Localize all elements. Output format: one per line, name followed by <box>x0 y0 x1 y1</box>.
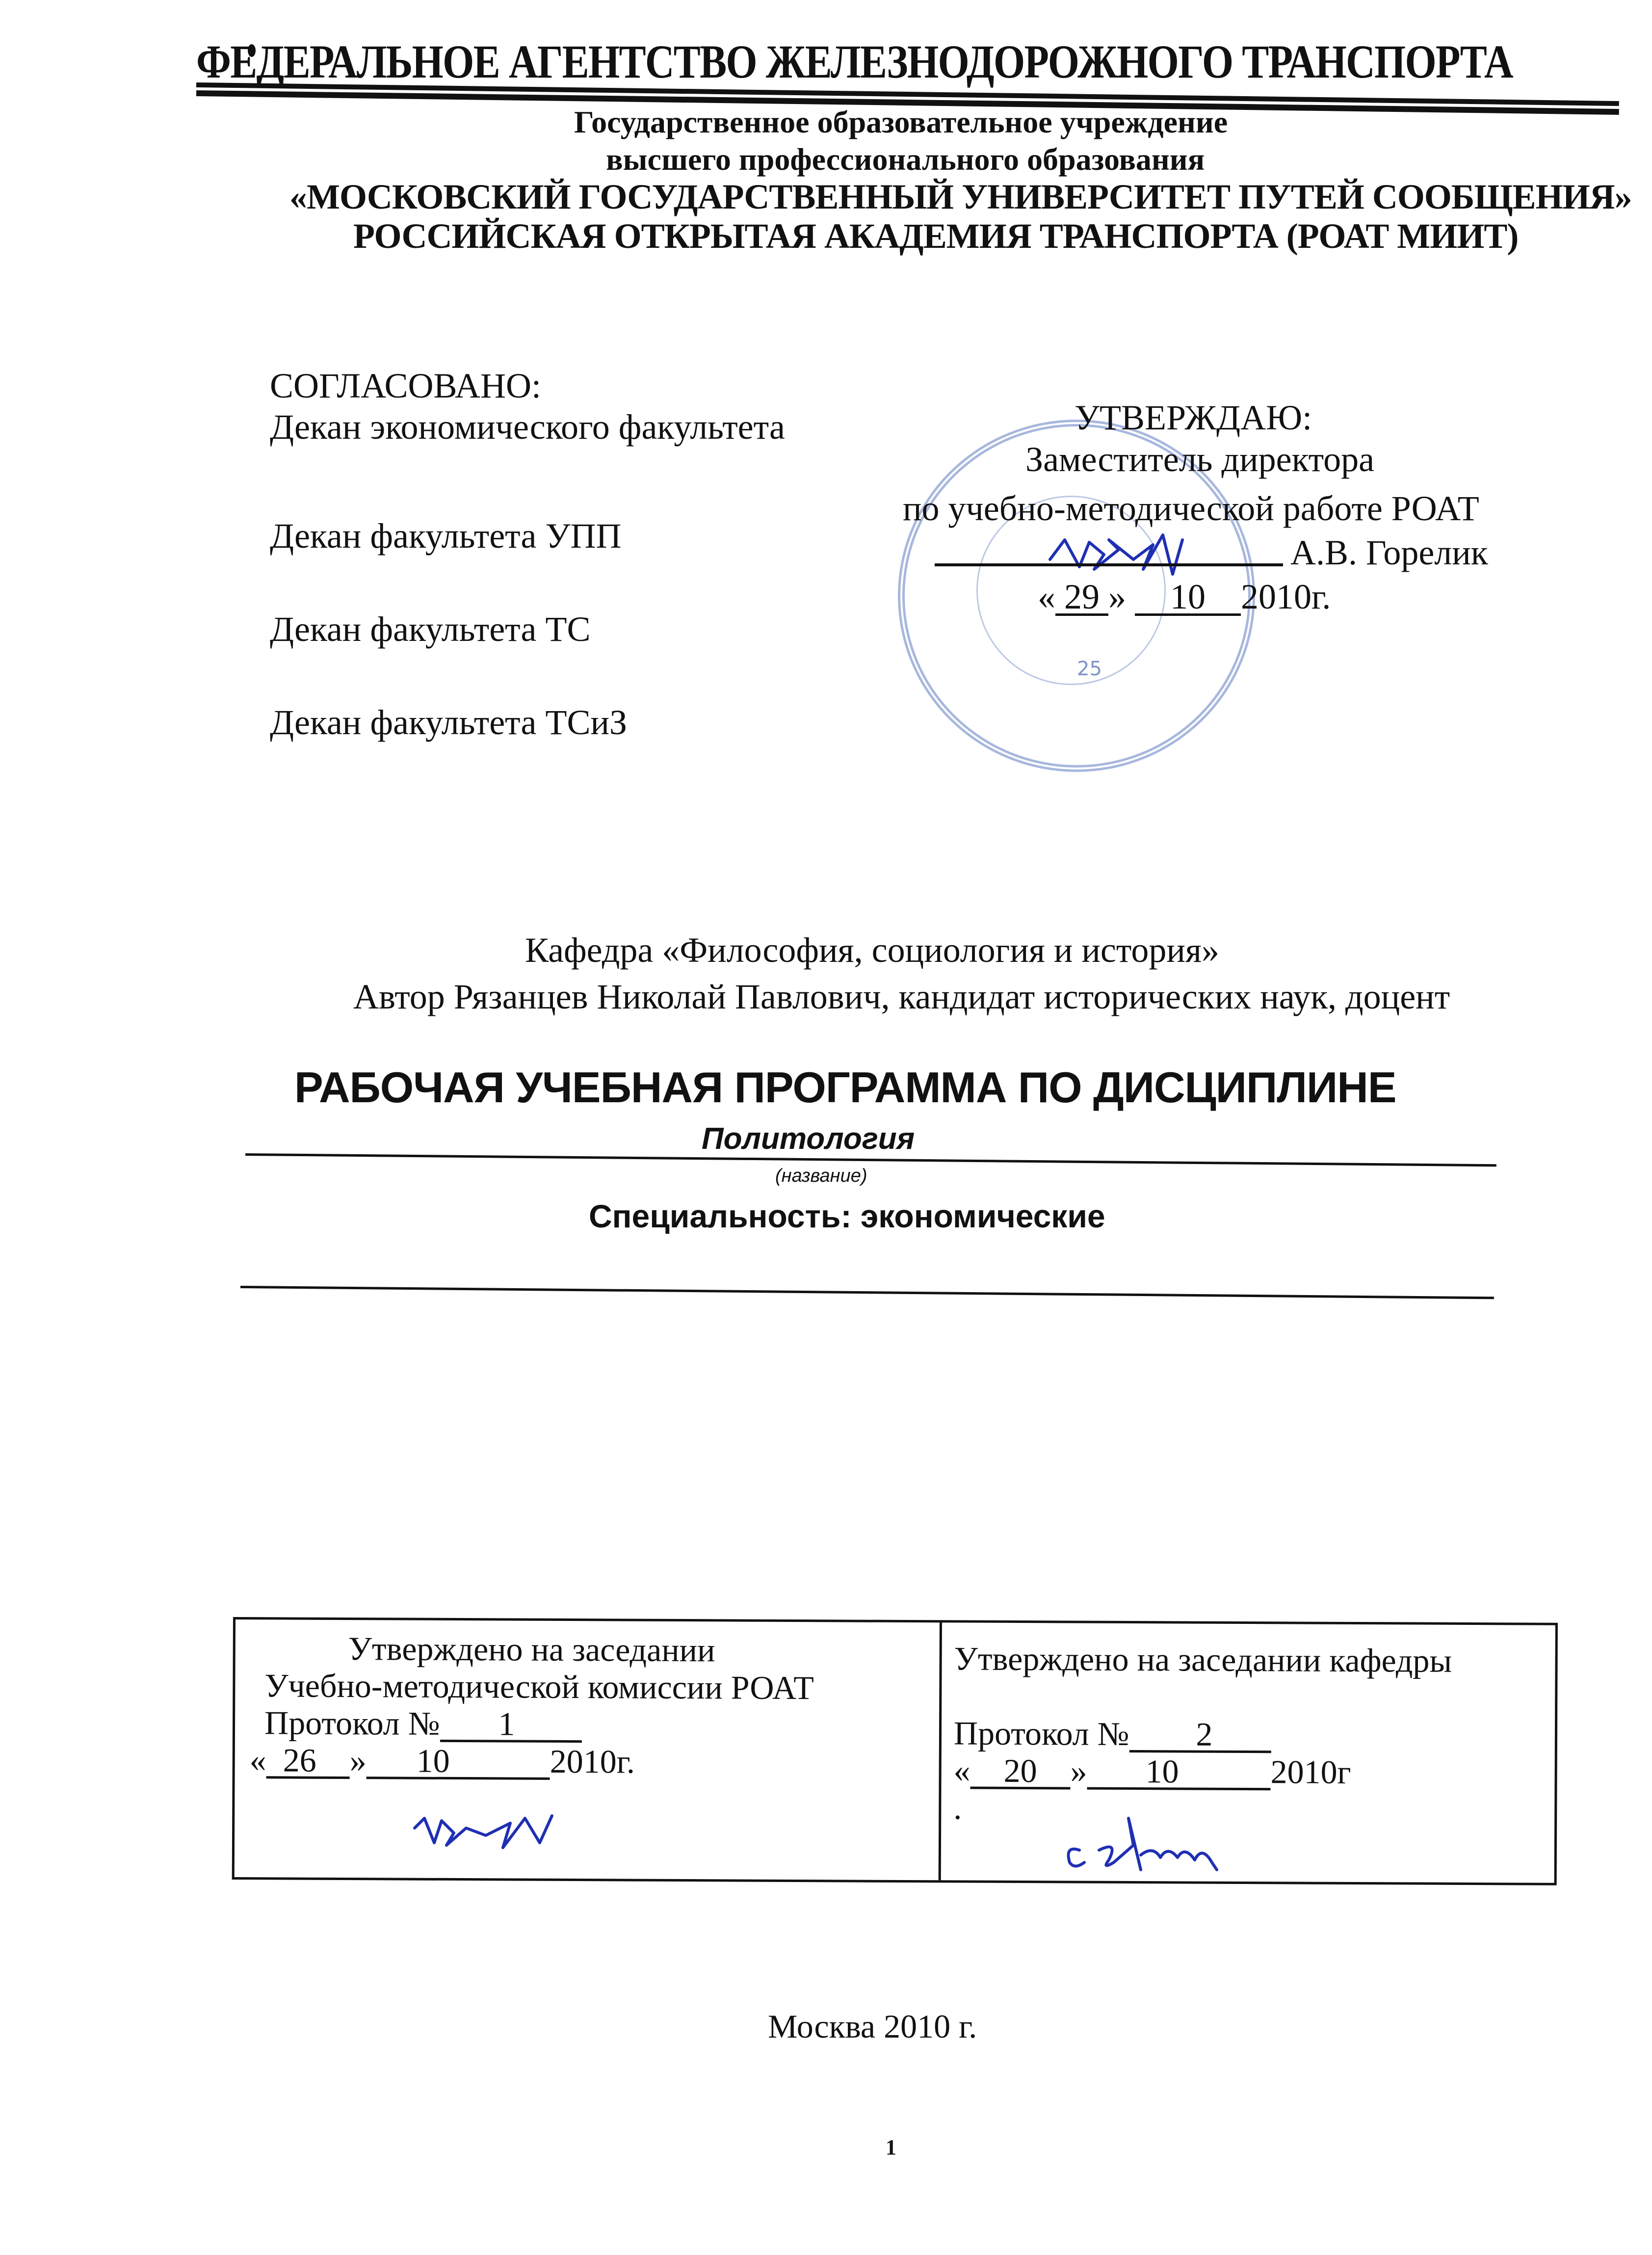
agreed-item: Декан экономического факультета <box>270 407 785 447</box>
agreed-item: Декан факультета ТСиЗ <box>270 703 628 742</box>
department-approval-cell <box>953 1640 1548 1829</box>
date-year: 2010г. <box>1241 577 1331 616</box>
commission-date-month: 10 <box>416 1742 450 1779</box>
department-protocol-number: 2 <box>1196 1715 1213 1753</box>
city-year: Москва 2010 г. <box>768 2008 977 2045</box>
department-date-month: 10 <box>1145 1752 1179 1790</box>
date-open-quote: « <box>1038 577 1055 616</box>
commission-line1: Утверждено на заседании <box>348 1630 715 1669</box>
institution-type: Государственное образовательное учреждение <box>574 105 1228 139</box>
approver-signature-icon <box>1045 520 1202 584</box>
commission-date-year: 2010г. <box>550 1742 635 1780</box>
institution-level: высшего профессионального образования <box>606 142 1205 177</box>
stamp-number: 25 <box>1077 658 1102 680</box>
date-close-quote: » <box>1108 577 1126 616</box>
commission-date: « 26 » 10 2010г. <box>249 1741 635 1780</box>
agreed-title: СОГЛАСОВАНО: <box>270 366 541 405</box>
approval-date <box>1038 577 1331 617</box>
discipline-name: Политология <box>702 1122 915 1156</box>
approver-position: Заместитель директора <box>1025 440 1375 479</box>
commission-signature-icon <box>412 1808 559 1853</box>
approver-position-detail: по учебно-методической работе РОАТ <box>903 489 1479 528</box>
specialty: Специальность: экономические <box>589 1198 1105 1234</box>
program-title: РАБОЧАЯ УЧЕБНАЯ ПРОГРАММА ПО ДИСЦИПЛИНЕ <box>294 1063 1396 1112</box>
department: Кафедра «Философия, социология и история» <box>525 930 1220 970</box>
commission-date-day: 26 <box>283 1741 316 1779</box>
university-name: «МОСКОВСКИЙ ГОСУДАРСТВЕННЫЙ УНИВЕРСИТЕТ ПУТЕЙ СООБЩЕНИЯ» <box>289 177 1632 216</box>
commission-protocol-number: 1 <box>498 1705 515 1743</box>
approver-name: А.В. Горелик <box>1290 533 1488 572</box>
signature-line <box>935 563 1283 566</box>
author: Автор Рязанцев Николай Павлович, кандидат исторических наук, доцент <box>353 977 1450 1016</box>
commission-protocol: Протокол № 1 <box>250 1704 937 1744</box>
approved-title: УТВЕРЖДАЮ: <box>1075 398 1312 437</box>
commission-line2: Учебно-методической комиссии РОАТ <box>264 1667 814 1707</box>
page-number: 1 <box>886 2135 896 2159</box>
discipline-caption: (название) <box>775 1166 867 1186</box>
date-day: 29 <box>1055 580 1108 616</box>
department-date-day: 20 <box>1003 1751 1037 1790</box>
department-trailing-dot: . <box>953 1789 962 1827</box>
department-approval-line1: Утверждено на заседании кафедры <box>954 1640 1452 1679</box>
agreed-item: Декан факультета УПП <box>270 516 622 556</box>
agency-header: ФЕДЕРАЛЬНОЕ АГЕНТСТВО ЖЕЛЕЗНОДОРОЖНОГО ТРАНСПОРТА <box>196 35 1513 88</box>
table-divider <box>939 1622 942 1880</box>
agreed-block <box>270 368 785 798</box>
department-signature-icon <box>1055 1816 1281 1875</box>
agreed-item: Декан факультета ТС <box>270 610 591 649</box>
specialty-rule <box>240 1286 1494 1299</box>
department-date-year: 2010г <box>1270 1753 1351 1791</box>
department-date: « 20 » 10 2010г <box>953 1751 1351 1791</box>
date-month: 10 <box>1135 580 1241 616</box>
department-protocol: Протокол № 2 <box>954 1714 1547 1754</box>
academy-name: РОССИЙСКАЯ ОТКРЫТАЯ АКАДЕМИЯ ТРАНСПОРТА (РОАТ МИИТ) <box>353 216 1519 256</box>
commission-approval-cell <box>250 1629 937 1781</box>
